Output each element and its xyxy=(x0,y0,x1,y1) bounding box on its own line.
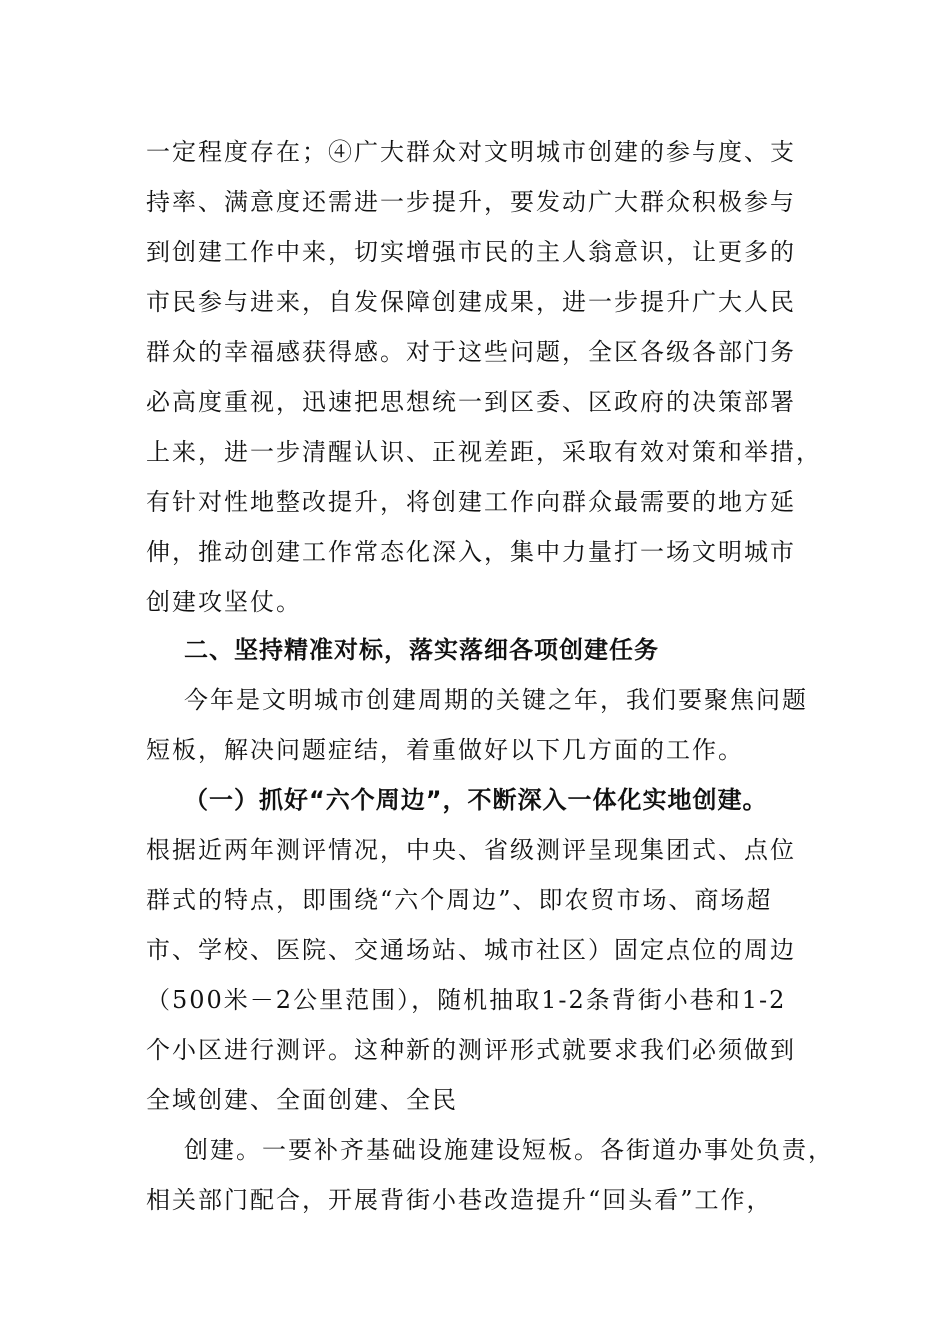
body-line: 持率、满意度还需进一步提升，要发动广大群众积极参与 xyxy=(146,188,796,216)
body-line: 伸，推动创建工作常态化深入，集中力量打一场文明城市 xyxy=(146,538,796,566)
body-line: 群式的特点，即围绕“六个周边”、即农贸市场、商场超 xyxy=(146,886,773,914)
body-line: 个小区进行测评。这种新的测评形式就要求我们必须做到 xyxy=(146,1036,796,1064)
body-line: 根据近两年测评情况，中央、省级测评呈现集团式、点位 xyxy=(146,836,796,864)
body-line: 创建。一要补齐基础设施建设短板。各街道办事处负责， xyxy=(184,1136,834,1164)
subsection-heading: （一）抓好“六个周边”，不断深入一体化实地创建。 xyxy=(184,786,768,814)
body-line: 全域创建、全面创建、全民 xyxy=(146,1086,458,1114)
body-line: 相关部门配合，开展背街小巷改造提升“回头看”工作， xyxy=(146,1186,773,1214)
body-line: 市民参与进来，自发保障创建成果，进一步提升广大人民 xyxy=(146,288,796,316)
body-line: 群众的幸福感获得感。对于这些问题，全区各级各部门务 xyxy=(146,338,796,366)
body-line: 到创建工作中来，切实增强市民的主人翁意识，让更多的 xyxy=(146,238,796,266)
body-line: 一定程度存在；④广大群众对文明城市创建的参与度、支 xyxy=(146,138,796,166)
body-line: 短板，解决问题症结，着重做好以下几方面的工作。 xyxy=(146,736,744,764)
body-line: 创建攻坚仗。 xyxy=(146,588,302,616)
body-line: 有针对性地整改提升，将创建工作向群众最需要的地方延 xyxy=(146,488,796,516)
section-heading: 二、坚持精准对标，落实落细各项创建任务 xyxy=(184,636,659,664)
body-line: 今年是文明城市创建周期的关键之年，我们要聚焦问题 xyxy=(184,686,808,714)
body-line: 市、学校、医院、交通场站、城市社区）固定点位的周边 xyxy=(146,936,796,964)
body-line: 必高度重视，迅速把思想统一到区委、区政府的决策部署 xyxy=(146,388,796,416)
body-line: 上来，进一步清醒认识、正视差距，采取有效对策和举措， xyxy=(146,438,822,466)
body-line: （500米－2公里范围），随机抽取1-2条背街小巷和1-2 xyxy=(146,986,787,1014)
